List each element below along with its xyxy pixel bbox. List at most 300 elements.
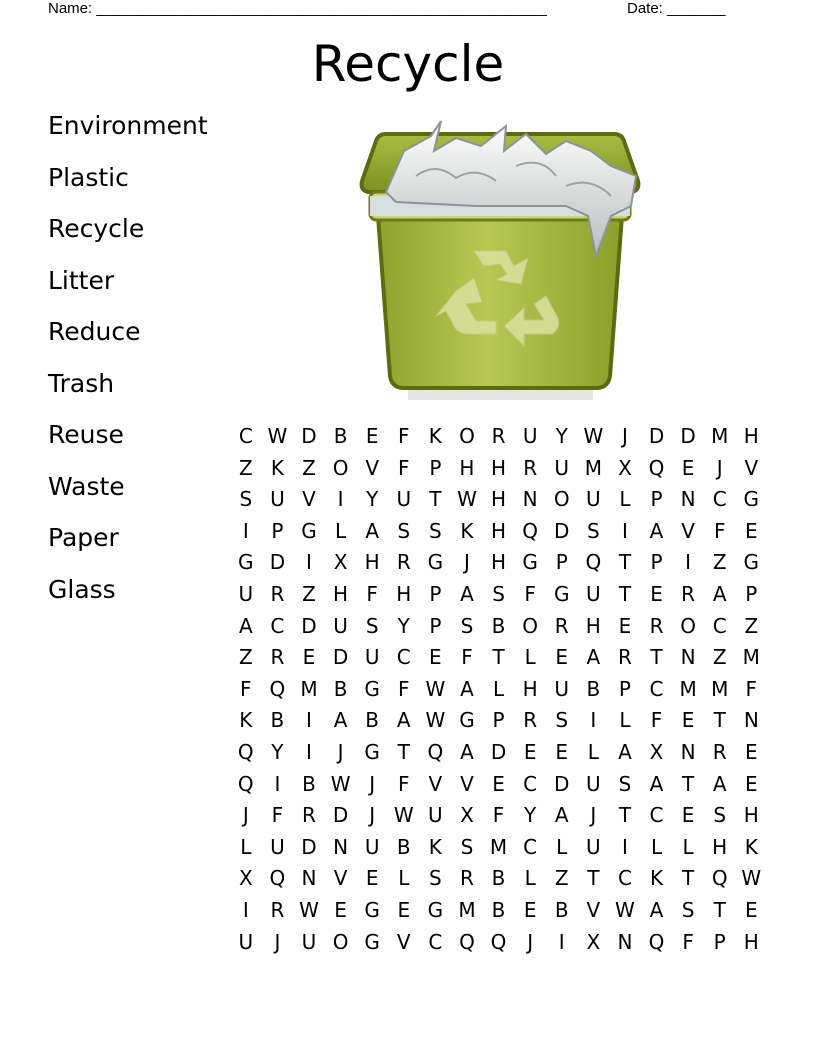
grid-letter: G <box>364 676 380 701</box>
grid-letter: U <box>554 455 570 480</box>
grid-letter: Q <box>648 455 665 480</box>
grid-letter: K <box>460 518 474 543</box>
grid-letter: U <box>428 803 443 828</box>
grid-letter: U <box>586 487 601 512</box>
grid-row <box>230 769 767 801</box>
grid-letter: Z <box>302 581 316 606</box>
grid-letter: U <box>238 929 254 954</box>
grid-letter: J <box>590 803 597 828</box>
grid-letter: E <box>365 866 379 891</box>
grid-letter: O <box>332 929 349 954</box>
grid-row <box>230 863 767 895</box>
grid-letter: I <box>558 929 565 954</box>
grid-letter: F <box>492 803 505 828</box>
grid-letter: A <box>618 739 632 764</box>
grid-letter: O <box>332 455 349 480</box>
grid-row <box>230 705 767 737</box>
grid-letter: U <box>554 676 570 701</box>
grid-row <box>230 547 767 579</box>
grid-letter: L <box>335 518 347 543</box>
grid-letter: Q <box>648 929 665 954</box>
worksheet-header <box>0 0 816 22</box>
grid-letter: A <box>460 676 474 701</box>
grid-letter: U <box>270 487 285 512</box>
grid-letter: X <box>333 550 348 575</box>
grid-letter: A <box>238 613 253 638</box>
grid-letter: G <box>522 550 538 575</box>
grid-letter: W <box>393 803 414 828</box>
grid-letter: A <box>460 581 474 606</box>
grid-letter: Z <box>302 455 316 480</box>
grid-letter: L <box>619 708 631 733</box>
grid-letter: W <box>425 708 446 733</box>
grid-letter: T <box>618 581 632 606</box>
grid-letter: E <box>650 581 663 606</box>
grid-letter: K <box>239 708 253 733</box>
grid-letter: R <box>302 803 316 828</box>
grid-letter: Q <box>269 866 286 891</box>
grid-letter: S <box>365 613 379 638</box>
grid-letter: W <box>583 424 604 448</box>
grid-letter: Q <box>269 676 286 701</box>
grid-letter: H <box>743 803 759 828</box>
grid-letter: R <box>491 424 506 448</box>
grid-letter: D <box>269 550 286 575</box>
grid-letter: S <box>429 866 442 891</box>
grid-letter: N <box>301 866 317 891</box>
grid-row <box>230 611 767 643</box>
grid-letter: W <box>425 676 446 701</box>
grid-letter: I <box>337 487 344 512</box>
word-list-item: Environment <box>48 111 208 140</box>
grid-letter: L <box>650 834 663 859</box>
grid-letter: E <box>744 739 758 764</box>
grid-letter: S <box>492 581 505 606</box>
grid-letter: E <box>492 771 505 796</box>
grid-letter: M <box>458 897 476 922</box>
grid-letter: P <box>492 708 505 733</box>
grid-letter: C <box>523 771 538 796</box>
grid-letter: O <box>459 424 475 448</box>
grid-letter: G <box>364 897 380 922</box>
grid-letter: Z <box>712 645 727 670</box>
grid-letter: P <box>650 550 663 575</box>
grid-letter: H <box>459 455 475 480</box>
grid-letter: L <box>619 487 631 512</box>
grid-letter: C <box>617 866 632 891</box>
grid-letter: C <box>649 803 664 828</box>
grid-letter: I <box>590 708 597 733</box>
grid-letter: K <box>428 424 442 448</box>
grid-letter: T <box>682 866 695 891</box>
grid-letter: L <box>682 834 694 859</box>
grid-letter: D <box>301 424 317 448</box>
grid-letter: P <box>650 487 663 512</box>
grid-letter: U <box>301 929 317 954</box>
grid-letter: U <box>364 645 380 670</box>
grid-letter: F <box>650 708 663 733</box>
grid-letter: I <box>621 518 628 543</box>
grid-letter: H <box>743 929 759 954</box>
grid-row <box>230 674 767 706</box>
grid-letter: Z <box>554 866 569 891</box>
grid-letter: L <box>398 866 410 891</box>
grid-letter: K <box>649 866 664 891</box>
grid-letter: F <box>524 581 536 606</box>
grid-letter: B <box>333 676 348 701</box>
grid-letter: Z <box>238 645 253 670</box>
grid-letter: N <box>617 929 633 954</box>
grid-letter: R <box>681 581 696 606</box>
grid-letter: D <box>332 645 349 670</box>
grid-letter: A <box>586 645 601 670</box>
grid-letter: P <box>555 550 568 575</box>
grid-letter: E <box>618 613 632 638</box>
grid-letter: V <box>365 455 380 480</box>
word-list <box>48 108 208 623</box>
grid-letter: W <box>741 866 762 891</box>
grid-letter: A <box>649 518 664 543</box>
grid-letter: H <box>491 455 507 480</box>
grid-letter: H <box>333 581 349 606</box>
grid-letter: U <box>333 613 348 638</box>
grid-letter: K <box>744 834 758 859</box>
grid-letter: A <box>712 581 727 606</box>
grid-letter: W <box>299 897 319 922</box>
grid-letter: B <box>365 708 380 733</box>
grid-letter: F <box>240 676 252 701</box>
grid-letter: J <box>621 424 628 448</box>
grid-letter: I <box>306 739 312 764</box>
grid-letter: S <box>555 708 569 733</box>
grid-letter: G <box>459 708 475 733</box>
grid-letter: R <box>460 866 474 891</box>
grid-letter: R <box>523 708 538 733</box>
grid-letter: S <box>397 518 411 543</box>
grid-letter: X <box>618 455 632 480</box>
grid-letter: V <box>396 929 411 954</box>
grid-letter: X <box>460 803 474 828</box>
grid-letter: M <box>742 645 760 670</box>
grid-letter: W <box>330 771 351 796</box>
grid-letter: L <box>492 676 505 701</box>
grid-letter: S <box>586 518 600 543</box>
grid-letter: I <box>621 834 628 859</box>
grid-letter: B <box>333 424 348 448</box>
grid-letter: A <box>460 739 474 764</box>
grid-row <box>230 832 767 864</box>
grid-letter: J <box>527 929 534 954</box>
grid-letter: G <box>553 581 570 606</box>
grid-letter: Q <box>711 866 728 891</box>
grid-letter: D <box>301 613 317 638</box>
grid-letter: P <box>271 518 284 543</box>
grid-letter: U <box>364 834 380 859</box>
grid-letter: Q <box>490 929 507 954</box>
grid-letter: F <box>398 676 410 701</box>
grid-letter: X <box>649 739 664 764</box>
grid-letter: F <box>398 455 410 480</box>
grid-letter: S <box>460 834 474 859</box>
grid-letter: Z <box>238 455 253 480</box>
grid-letter: S <box>713 803 727 828</box>
grid-letter: F <box>366 581 378 606</box>
grid-letter: L <box>524 866 536 891</box>
word-list-item: Glass <box>48 574 116 604</box>
grid-letter: H <box>522 676 538 701</box>
grid-letter: Z <box>744 613 759 638</box>
grid-letter: I <box>685 550 692 575</box>
grid-letter: C <box>396 645 411 670</box>
grid-letter: F <box>682 929 694 954</box>
page-title: Recycle <box>311 35 505 93</box>
word-list-item: Reduce <box>48 317 141 346</box>
grid-letter: U <box>238 581 254 606</box>
grid-letter: L <box>524 645 536 670</box>
grid-letter: N <box>680 739 696 764</box>
grid-letter: I <box>242 518 249 543</box>
grid-letter: T <box>618 550 632 575</box>
grid-letter: C <box>712 487 727 512</box>
word-search-grid <box>230 421 767 958</box>
grid-letter: W <box>457 487 477 512</box>
grid-letter: E <box>302 645 316 670</box>
grid-letter: R <box>270 897 285 922</box>
grid-letter: B <box>491 613 506 638</box>
grid-letter: M <box>711 676 729 701</box>
grid-letter: F <box>398 771 410 796</box>
grid-letter: Q <box>237 771 254 796</box>
grid-letter: A <box>365 518 380 543</box>
grid-letter: C <box>428 929 443 954</box>
grid-letter: V <box>302 487 316 512</box>
grid-letter: T <box>713 708 726 733</box>
grid-letter: U <box>396 487 412 512</box>
grid-letter: P <box>429 613 442 638</box>
name-field-label: Name: ______________________________________________________ <box>48 0 547 17</box>
grid-letter: R <box>396 550 411 575</box>
grid-row <box>230 516 767 548</box>
grid-letter: H <box>491 487 507 512</box>
grid-letter: L <box>556 834 568 859</box>
grid-letter: E <box>429 645 442 670</box>
grid-letter: G <box>364 929 380 954</box>
grid-letter: Y <box>397 613 410 638</box>
grid-letter: K <box>270 455 284 480</box>
grid-letter: N <box>333 834 349 859</box>
grid-letter: L <box>240 834 252 859</box>
grid-row <box>230 737 767 769</box>
grid-letter: H <box>743 424 759 448</box>
grid-letter: A <box>649 771 664 796</box>
grid-letter: V <box>586 897 601 922</box>
grid-letter: G <box>427 550 444 575</box>
grid-letter: S <box>460 613 474 638</box>
grid-letter: M <box>300 676 318 701</box>
grid-letter: C <box>270 613 285 638</box>
grid-letter: T <box>429 487 442 512</box>
grid-letter: H <box>712 834 728 859</box>
grid-letter: B <box>554 897 569 922</box>
grid-letter: J <box>274 929 281 954</box>
grid-letter: F <box>745 676 758 701</box>
grid-letter: Y <box>555 424 568 448</box>
word-list-item: Paper <box>48 523 119 552</box>
grid-letter: D <box>490 739 507 764</box>
grid-letter: N <box>743 708 759 733</box>
grid-letter: Z <box>712 550 727 575</box>
grid-letter: E <box>681 708 695 733</box>
grid-letter: V <box>333 866 348 891</box>
grid-letter: B <box>491 897 506 922</box>
word-list-item: Trash <box>48 368 115 398</box>
word-list-item: Plastic <box>48 162 129 192</box>
grid-letter: Y <box>366 487 379 512</box>
grid-letter: J <box>337 739 344 764</box>
grid-letter: Q <box>237 739 254 764</box>
grid-letter: E <box>334 897 347 922</box>
grid-letter: E <box>555 739 569 764</box>
grid-letter: B <box>586 676 601 701</box>
grid-letter: E <box>681 455 695 480</box>
grid-letter: D <box>648 424 665 448</box>
grid-letter: F <box>713 518 726 543</box>
grid-row <box>230 642 767 674</box>
grid-letter: E <box>744 518 758 543</box>
grid-letter: H <box>491 518 507 543</box>
grid-letter: F <box>461 645 473 670</box>
grid-letter: P <box>429 455 442 480</box>
grid-letter: P <box>713 929 726 954</box>
grid-letter: A <box>554 803 569 828</box>
grid-letter: B <box>270 708 285 733</box>
grid-letter: J <box>369 771 376 796</box>
grid-letter: S <box>618 771 632 796</box>
grid-letter: V <box>744 455 759 480</box>
grid-row <box>230 800 767 832</box>
grid-letter: Y <box>524 803 537 828</box>
grid-letter: U <box>586 771 601 796</box>
grid-letter: Q <box>427 739 444 764</box>
grid-letter: U <box>522 424 538 448</box>
grid-letter: J <box>369 803 376 828</box>
grid-letter: E <box>744 897 758 922</box>
grid-letter: F <box>398 424 410 448</box>
grid-letter: V <box>681 518 695 543</box>
grid-letter: I <box>306 708 312 733</box>
grid-letter: T <box>587 866 600 891</box>
grid-letter: C <box>523 834 538 859</box>
word-list-item: Reuse <box>48 420 124 449</box>
grid-letter: A <box>333 708 348 733</box>
grid-letter: G <box>427 897 444 922</box>
grid-letter: W <box>267 424 288 448</box>
grid-row <box>230 421 767 453</box>
grid-letter: A <box>396 708 411 733</box>
grid-letter: P <box>618 676 631 701</box>
word-list-item: Waste <box>48 471 125 501</box>
grid-letter: I <box>306 550 312 575</box>
grid-letter: U <box>270 834 285 859</box>
grid-letter: H <box>585 613 601 638</box>
grid-letter: E <box>523 739 537 764</box>
grid-letter: K <box>428 834 442 859</box>
grid-letter: T <box>618 803 632 828</box>
grid-letter: G <box>301 518 317 543</box>
grid-letter: G <box>743 550 760 575</box>
grid-row <box>230 927 767 959</box>
grid-letter: E <box>365 424 379 448</box>
grid-letter: S <box>429 518 442 543</box>
grid-letter: O <box>680 613 696 638</box>
grid-letter: T <box>682 771 695 796</box>
grid-letter: X <box>238 866 253 891</box>
grid-row <box>230 453 767 485</box>
grid-letter: S <box>239 487 253 512</box>
grid-letter: I <box>242 897 249 922</box>
grid-letter: A <box>649 897 664 922</box>
grid-letter: T <box>492 645 505 670</box>
grid-letter: O <box>522 613 539 638</box>
grid-letter: R <box>649 613 664 638</box>
grid-letter: H <box>396 581 412 606</box>
word-list-item: Recycle <box>48 214 145 243</box>
recycle-bin-icon <box>356 106 646 406</box>
grid-letter: T <box>713 897 726 922</box>
grid-letter: Q <box>585 550 602 575</box>
grid-letter: M <box>584 455 602 480</box>
grid-letter: G <box>238 550 254 575</box>
word-list-item: Litter <box>48 265 115 295</box>
grid-letter: E <box>397 897 411 922</box>
grid-letter: R <box>270 581 285 606</box>
grid-letter: B <box>302 771 316 796</box>
grid-letter: I <box>274 771 281 796</box>
grid-letter: D <box>680 424 696 448</box>
grid-letter: P <box>745 581 758 606</box>
grid-letter: M <box>711 424 729 448</box>
grid-letter: F <box>271 803 284 828</box>
grid-letter: J <box>464 550 470 575</box>
grid-letter: L <box>587 739 599 764</box>
grid-letter: G <box>743 487 760 512</box>
grid-letter: E <box>523 897 537 922</box>
grid-letter: M <box>489 834 508 859</box>
grid-letter: R <box>270 645 285 670</box>
grid-letter: H <box>491 550 507 575</box>
grid-letter: D <box>332 803 349 828</box>
grid-letter: Q <box>522 518 539 543</box>
date-field-label: Date: _______ <box>627 0 726 17</box>
grid-letter: C <box>649 676 664 701</box>
grid-letter: A <box>712 771 727 796</box>
grid-letter: O <box>553 487 570 512</box>
grid-letter: N <box>522 487 538 512</box>
grid-letter: S <box>681 897 695 922</box>
grid-letter: D <box>554 518 570 543</box>
grid-letter: J <box>716 455 723 480</box>
grid-letter: B <box>491 866 506 891</box>
grid-row <box>230 895 767 927</box>
grid-letter: G <box>364 739 380 764</box>
grid-letter: D <box>554 771 570 796</box>
grid-letter: J <box>242 803 249 828</box>
grid-letter: N <box>680 487 696 512</box>
grid-letter: P <box>429 581 442 606</box>
grid-row <box>230 484 767 516</box>
grid-letter: M <box>679 676 697 701</box>
grid-letter: V <box>428 771 443 796</box>
